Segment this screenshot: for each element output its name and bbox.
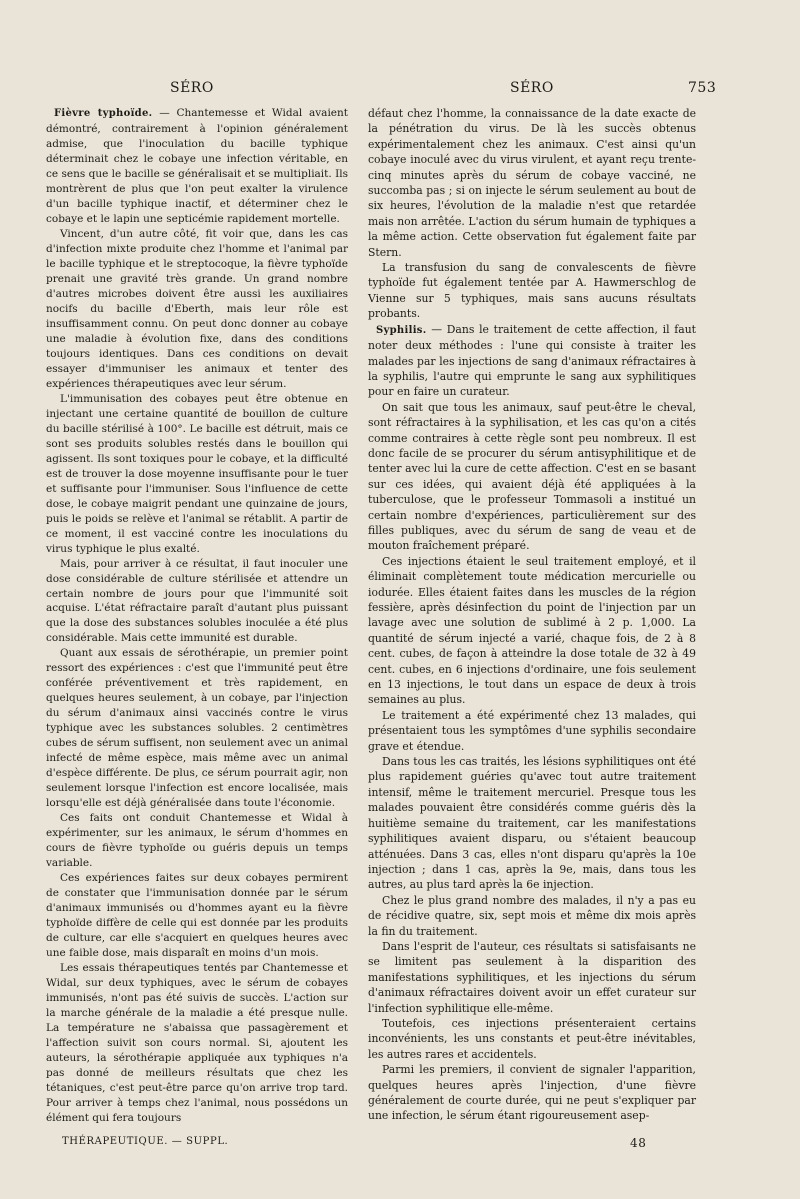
- paragraph: [368, 106, 696, 260]
- paragraph: [46, 961, 348, 1126]
- paragraph-text: défaut chez l'homme, la connaissance de la date exacte de la pénétration du virus. De là les succès obtenus expérimentalement chez les animaux. C'est ainsi qu'un cobaye inoculé avec du virus virulent, et ayant reçu trente-cinq minutes après du sérum de cobaye vacciné, ne succomba pas ; si on injecte le sérum seulement au bout de six heures, l'évolution de la maladie n'est que retardée mais non arrêtée. L'action du sérum humain de typhiques a la même action. Cette observation fut également faite par Stern.: [368, 107, 696, 259]
- paragraph: [46, 646, 348, 811]
- paragraph: [368, 754, 696, 893]
- paragraph-text: Dans l'esprit de l'auteur, ces résultats si satisfaisants ne se limitent pas seulement à la disparition des manifestations syphilitiques, et les injections du sérum d'animaux réfractaires doivent avoir un effet curateur sur l'infection syphilitique elle-même.: [368, 939, 696, 1015]
- paragraph-text: Quant aux essais de sérothérapie, un premier point ressort des expériences : c'est que l'immunité peut être conférée préventivement et très rapidement, en quelques heures seulement, à un cobaye, par l'injection du sérum d'animaux ainsi vaccinés contre le virus typhique avec les substances solubles. 2 centimètres cubes de sérum suffisent, non seulement avec un animal infecté de même espèce, mais même avec un animal d'espèce différente. De plus, ce sérum pourrait agir, non seulement lorsque l'infection est encore localisée, mais lorsqu'elle est déjà généralisée dans toute l'économie.: [46, 647, 348, 810]
- paragraph: [46, 392, 348, 557]
- paragraph: [46, 811, 348, 871]
- paragraph-text: Dans tous les cas traités, les lésions syphilitiques ont été plus rapidement guéries qu'avec tout autre traitement intensif, même le traitement mercuriel. Presque tous les malades pouvaient être considérés comme guéris dès la huitième semaine du traitement, car les manifestations syphilitiques avaient disparu, ou s'étaient beaucoup atténuées. Dans 3 cas, elles n'ont disparu qu'après la 10e injection ; dans 1 cas, après la 9e, mais, dans tous les autres, au plus tard après la 6e injection.: [368, 755, 696, 892]
- paragraph-text: Le traitement a été expérimenté chez 13 malades, qui présentaient tous les symptômes d'une syphilis secondaire grave et étendue.: [368, 708, 696, 753]
- paragraph: [46, 227, 348, 392]
- paragraph-text: On sait que tous les animaux, sauf peut-être le cheval, sont réfractaires à la syphilisation, et les cas qu'on a cités comme contraires à cette règle sont peu nombreux. Il est donc facile de se procurer du sérum antisyphilitique et de tenter avec lui la cure de cette affection. C'est en se basant sur ces idées, qui avaient déjà été appliquées à la tuberculose, que le professeur Tommasoli a institué un certain nombre d'expériences, particulièrement sur des filles publiques, avec du sérum de sang de veau et de mouton fraîchement préparé.: [368, 400, 696, 553]
- paragraph-text: Mais, pour arriver à ce résultat, il faut inoculer une dose considérable de culture stérilisée et attendre un certain nombre de jours pour que l'immunité soit acquise. L'état réfractaire paraît d'autant plus puissant que la dose des substances solubles inoculée a été plus considérable. Mais cette immunité est durable.: [46, 557, 348, 645]
- paragraph-text: Parmi les premiers, il convient de signaler l'apparition, quelques heures après l'injection, d'une fièvre généralement de courte durée, qui ne peut s'expliquer par une infection, le sérum étant rigoureusement asep-: [368, 1063, 696, 1123]
- paragraph: [368, 1062, 696, 1124]
- paragraph: [368, 400, 696, 554]
- paragraph: [368, 554, 696, 708]
- paragraph-text: Les essais thérapeutiques tentés par Chantemesse et Widal, sur deux typhiques, avec le sérum de cobayes immunisés, n'ont pas été suivis de succès. L'action sur la marche générale de la maladie a été presque nulle. La température ne s'abaissa que passagèrement et l'affection suivit son cours normal. Si, ajoutent les auteurs, la sérothérapie appliquée aux typhiques n'a pas donné de meilleurs résultats que chez les tétaniques, c'est peut-être parce qu'on arrive trop tard. Pour arriver à temps chez l'animal, nous possédons un élément qui fera toujours: [46, 962, 348, 1124]
- paragraph: [368, 939, 696, 1016]
- section-label: Syphilis.: [376, 324, 427, 336]
- paragraph-text: Ces expériences faites sur deux cobayes permirent de constater que l'immunisation donnée par le sérum d'animaux immunisés ou d'hommes ayant eu la fièvre typhoïde diffère de celle qui est donnée par les produits de culture, car elle s'acquiert en quelques heures avec une faible dose, mais disparaît en moins d'un mois.: [46, 872, 348, 960]
- paragraph: [368, 708, 696, 754]
- footer-signature-title: THÉRAPEUTIQUE. — SUPPL.: [62, 1136, 229, 1147]
- section-label: Fièvre typhoïde.: [54, 108, 153, 119]
- paragraph: [46, 557, 348, 647]
- paragraph-text: Ces injections étaient le seul traitement employé, et il éliminait complètement toute médication mercurielle ou iodurée. Elles étaient faites dans les muscles de la région fessière, après désinfection du point de l'injection par un lavage avec une solution de sublimé à 2 p. 1,000. La quantité de sérum injecté a varié, chaque fois, de 2 à 8 cent. cubes, de façon à atteindre la dose totale de 32 à 49 cent. cubes, en 6 injections d'ordinaire, une fois seulement en 13 injections, le tout dans un espace de deux à trois semaines au plus.: [368, 554, 696, 707]
- paragraph: [46, 106, 348, 227]
- paragraph: [368, 893, 696, 939]
- footer-signature-number: 48: [630, 1136, 647, 1150]
- running-head-left: SÉRO: [170, 80, 214, 96]
- paragraph-text: Chez le plus grand nombre des malades, il n'y a pas eu de récidive quatre, six, sept mois et même dix mois après la fin du traitement.: [368, 893, 696, 938]
- running-head-right: SÉRO: [510, 80, 554, 96]
- paragraph: [368, 1016, 696, 1062]
- paragraph: [368, 322, 696, 400]
- paragraph: [46, 871, 348, 961]
- page-number: 753: [688, 80, 717, 96]
- left-column: [46, 106, 348, 1126]
- paragraph-text: L'immunisation des cobayes peut être obtenue en injectant une certaine quantité de bouillon de culture du bacille stérilisé à 100°. Le bacille est détruit, mais ce sont ses produits solubles restés dans le bouillon qui agissent. Ils sont toxiques pour le cobaye, et la difficulté est de trouver la dose moyenne insuffisante pour le tuer et suffisante pour l'immuniser. Sous l'influence de cette dose, le cobaye maigrit pendant une quinzaine de jours, puis le poids se relève et l'animal se rétablit. A partir de ce moment, il est vacciné contre les inoculations du virus typhique le plus exalté.: [46, 392, 348, 555]
- paragraph: [368, 260, 696, 322]
- paragraph-text: — Dans le traitement de cette affection, il faut noter deux méthodes : l'une qui consiste à traiter les malades par les injections de sang d'animaux réfractaires à la syphilis, l'autre qui emprunte le sang aux syphilitiques pour en faire un curateur.: [368, 322, 696, 399]
- paragraph-text: La transfusion du sang de convalescents de fièvre typhoïde fut également tentée par A. Hawmerschlog de Vienne sur 5 typhiques, mais sans aucuns résultats probants.: [368, 261, 696, 321]
- paragraph-text: Toutefois, ces injections présenteraient certains inconvénients, les uns constants et peut-être inévitables, les autres rares et accidentels.: [368, 1016, 696, 1061]
- right-column: [368, 106, 696, 1124]
- paragraph-text: — Chantemesse et Widal avaient démontré, contrairement à l'opinion généralement admise, que l'inoculation du bacille typhique déterminait chez le cobaye une infection véritable, en ce sens que le bacille se généralisait et se multipliait. Ils montrèrent de plus que l'on peut exalter la virulence d'un bacille typhique inactif, et déterminer chez le cobaye et le lapin une septicémie rapidement mortelle.: [46, 107, 348, 225]
- paragraph-text: Ces faits ont conduit Chantemesse et Widal à expérimenter, sur les animaux, le sérum d'hommes en cours de fièvre typhoïde ou guéris depuis un temps variable.: [46, 812, 348, 870]
- paragraph-text: Vincent, d'un autre côté, fit voir que, dans les cas d'infection mixte produite chez l'homme et l'animal par le bacille typhique et le streptocoque, la fièvre typhoïde prenait une gravité très grande. Un grand nombre d'autres microbes doivent être aussi les auxiliaires nocifs du bacille d'Eberth, mais leur rôle est insuffisamment connu. On peut donc donner au cobaye une maladie à évolution fixe, dans des conditions toujours identiques. Dans ces conditions on devait essayer d'immuniser les animaux et tenter des expériences thérapeutiques avec leur sérum.: [46, 227, 348, 390]
